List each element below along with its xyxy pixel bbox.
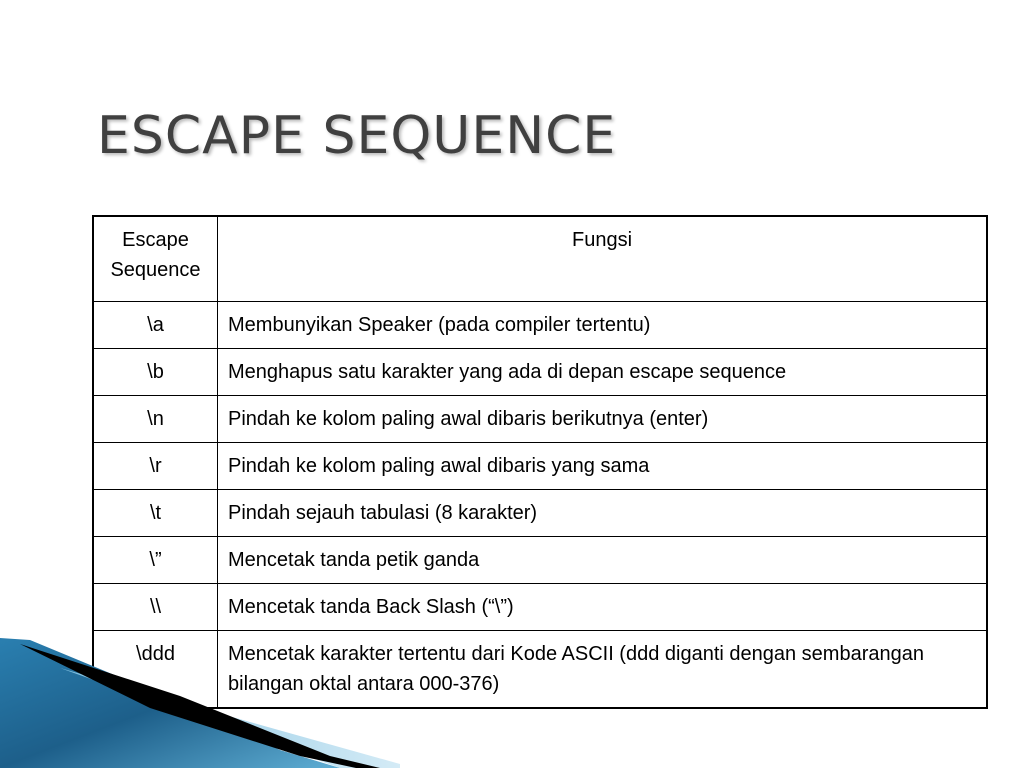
function-description-cell: Mencetak tanda Back Slash (“\”) (218, 584, 988, 631)
header-escape-sequence: Escape Sequence (93, 216, 218, 302)
function-description-cell: Mencetak tanda petik ganda (218, 537, 988, 584)
table-row (93, 349, 987, 396)
table-row (93, 443, 987, 490)
table-row (93, 584, 987, 631)
escape-code-cell: \” (93, 537, 218, 584)
escape-sequence-table (92, 215, 988, 709)
slide-title: ESCAPE SEQUENCE (97, 106, 617, 166)
function-description-cell: Membunyikan Speaker (pada compiler tertentu) (218, 302, 988, 349)
escape-code-cell: \n (93, 396, 218, 443)
function-description-cell: Pindah ke kolom paling awal dibaris berikutnya (enter) (218, 396, 988, 443)
escape-code-cell: \r (93, 443, 218, 490)
table-row (93, 537, 987, 584)
function-description-cell: Mencetak karakter tertentu dari Kode ASCII (ddd diganti dengan sembarangan bilangan oktal antara 000-376) (218, 631, 988, 709)
corner-swoosh-decoration (0, 638, 400, 768)
escape-code-cell: \b (93, 349, 218, 396)
table-header-row (93, 216, 987, 302)
table-row (93, 396, 987, 443)
escape-code-cell: \a (93, 302, 218, 349)
table-row (93, 490, 987, 537)
function-description-cell: Pindah sejauh tabulasi (8 karakter) (218, 490, 988, 537)
function-description-cell: Pindah ke kolom paling awal dibaris yang sama (218, 443, 988, 490)
escape-code-cell: \ddd (93, 631, 218, 709)
header-fungsi: Fungsi (218, 216, 988, 302)
function-description-cell: Menghapus satu karakter yang ada di depan escape sequence (218, 349, 988, 396)
escape-code-cell: \t (93, 490, 218, 537)
escape-code-cell: \\ (93, 584, 218, 631)
table-row (93, 302, 987, 349)
